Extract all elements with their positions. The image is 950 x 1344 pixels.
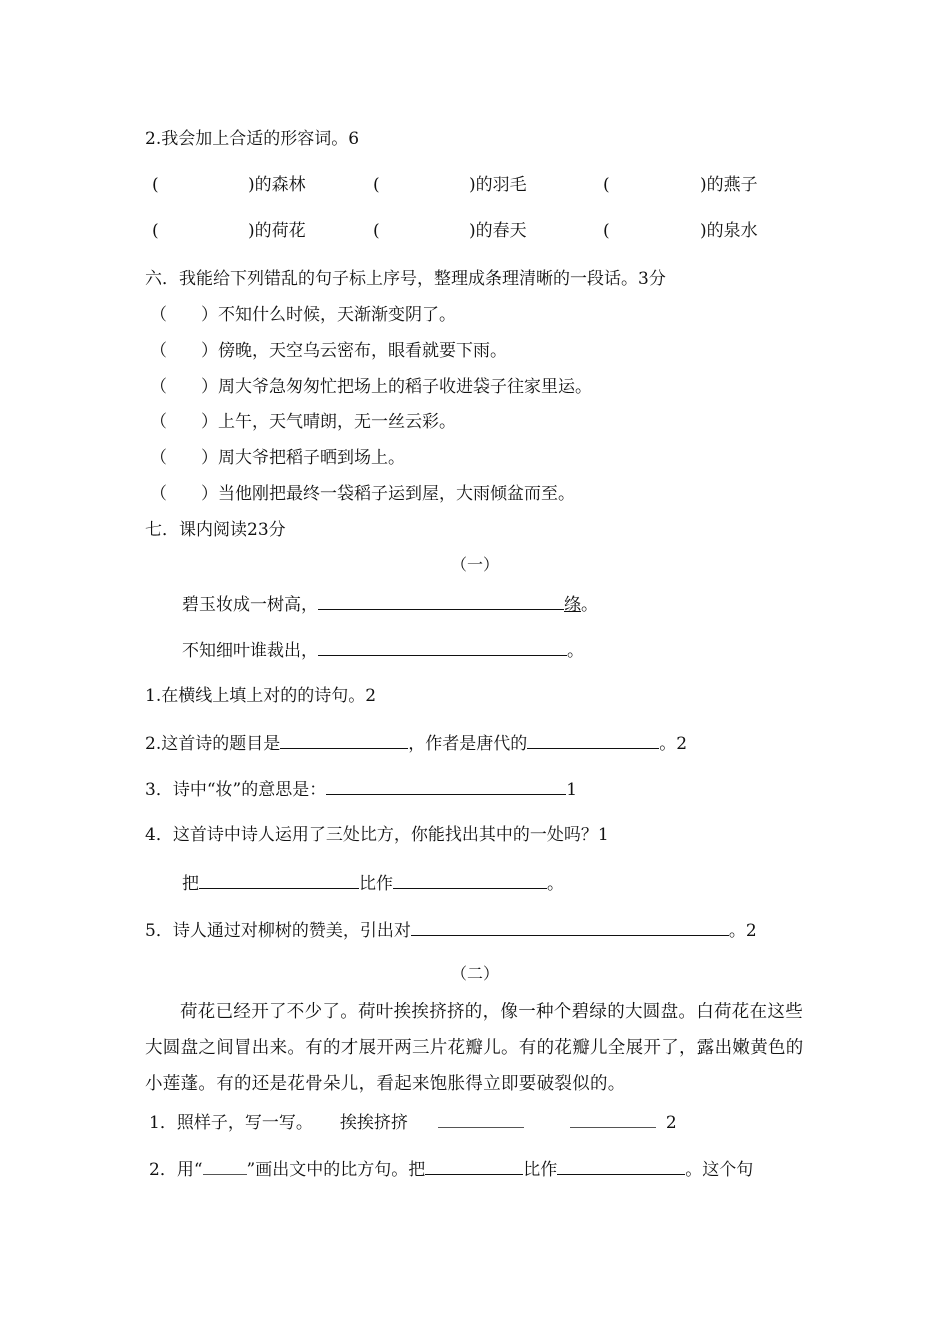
poem-line-1-end: 绦 <box>564 595 581 615</box>
question-4-fill-c: 。 <box>547 874 564 894</box>
question-4-fill-b: 比作 <box>359 874 393 894</box>
part-2-question-1 <box>149 1109 677 1135</box>
paren-open: ( <box>373 175 380 195</box>
simile-object-blank[interactable] <box>557 1156 685 1175</box>
paren-open: ( <box>603 175 610 195</box>
poem-line-1 <box>182 591 598 617</box>
underline-sample <box>203 1156 247 1175</box>
order-item: （ ）上午，天气晴朗，无一丝云彩。 <box>150 412 456 432</box>
praise-blank[interactable] <box>411 917 729 936</box>
question-5-end: 。2 <box>728 921 757 941</box>
adjective-item-forest: )的森林 <box>248 175 306 195</box>
part-2-question-2 <box>149 1156 753 1182</box>
question-5 <box>145 917 757 943</box>
paren-open: ( <box>152 175 159 195</box>
example-word: 挨挨挤挤 <box>339 1113 408 1133</box>
simile-subject-blank[interactable] <box>425 1156 523 1175</box>
adjective-item-spring: )的春天 <box>469 221 527 241</box>
poem-author-blank[interactable] <box>527 730 659 749</box>
part-2-question-2-end: 。这个句 <box>685 1160 754 1180</box>
poem-line-2-end: 。 <box>567 641 584 661</box>
order-item: （ ）傍晚，天空乌云密布，眼看就要下雨。 <box>150 341 507 361</box>
poem-line-2 <box>182 637 584 663</box>
question-3-start: 3．诗中“妆”的意思是： <box>145 780 327 800</box>
order-item: （ ）当他刚把最终一袋稻子运到屋，大雨倾盆而至。 <box>150 484 575 504</box>
metaphor-object-blank[interactable] <box>393 870 547 889</box>
part-2-question-2-quote-end: ”画出文中的比方句。把 <box>246 1160 426 1180</box>
order-item: （ ）周大爷急匆匆忙把场上的稻子收进袋子往家里运。 <box>150 377 592 397</box>
part-2-question-2-start: 2．用“ <box>149 1160 203 1180</box>
word-blank-1[interactable] <box>438 1109 524 1128</box>
paren-open: ( <box>373 221 380 241</box>
adjective-item-feather: )的羽毛 <box>469 175 527 195</box>
word-blank-2[interactable] <box>570 1109 656 1128</box>
poem-line-1-punct: 。 <box>581 595 598 615</box>
question-4: 4．这首诗中诗人运用了三处比方，你能找出其中的一处吗？1 <box>145 825 609 845</box>
question-2 <box>145 730 687 756</box>
part-1-label: （一） <box>450 555 499 574</box>
part-2-question-1-start: 1．照样子，写一写。 <box>149 1113 313 1133</box>
section-7-heading: 七．课内阅读23分 <box>145 520 286 540</box>
question-4-fill-a: 把 <box>182 874 199 894</box>
question-2-mid: ，作者是唐代的 <box>408 734 528 754</box>
meaning-blank[interactable] <box>326 776 566 795</box>
question-5-start: 5．诗人通过对柳树的赞美，引出对 <box>145 921 411 941</box>
poem-line-2-start: 不知细叶谁裁出， <box>182 641 318 661</box>
question-2-end: 。2 <box>659 734 688 754</box>
metaphor-subject-blank[interactable] <box>199 870 359 889</box>
question-3 <box>145 776 577 802</box>
order-item: （ ）不知什么时候，天渐渐变阴了。 <box>150 305 456 325</box>
section-6-heading: 六．我能给下列错乱的句子标上序号，整理成条理清晰的一段话。3分 <box>145 269 666 289</box>
paren-open: ( <box>152 221 159 241</box>
question-3-end: 1 <box>566 780 578 800</box>
question-4-fill <box>182 870 564 896</box>
adjective-question-heading: 2.我会加上合适的形容词。6 <box>145 129 360 149</box>
poem-title-blank[interactable] <box>280 730 408 749</box>
lotus-passage: 荷花已经开了不少了。荷叶挨挨挤挤的，像一种个碧绿的大圆盘。白荷花在这些大圆盘之间冒出来。有的才展开两三片花瓣儿。有的花瓣儿全展开了，露出嫩黄色的小莲蓬。有的还是花骨朵儿，看起来饱胀得立即要破裂似的。 <box>145 1002 804 1094</box>
part-2-question-2-mid: 比作 <box>523 1160 558 1180</box>
adjective-item-fountain: )的泉水 <box>700 221 758 241</box>
part-2-question-1-score: 2 <box>665 1113 677 1133</box>
poem-line-1-blank[interactable] <box>318 591 564 610</box>
poem-line-1-start: 碧玉妆成一树高， <box>182 595 318 615</box>
part-2-label: （二） <box>450 964 499 983</box>
adjective-item-lotus: )的荷花 <box>248 221 306 241</box>
order-item: （ ）周大爷把稻子晒到场上。 <box>150 448 405 468</box>
poem-line-2-blank[interactable] <box>318 637 567 656</box>
paren-open: ( <box>603 221 610 241</box>
adjective-item-swallow: )的燕子 <box>700 175 758 195</box>
question-1: 1.在横线上填上对的的诗句。2 <box>145 686 377 706</box>
question-2-start: 2.这首诗的题目是 <box>145 734 281 754</box>
